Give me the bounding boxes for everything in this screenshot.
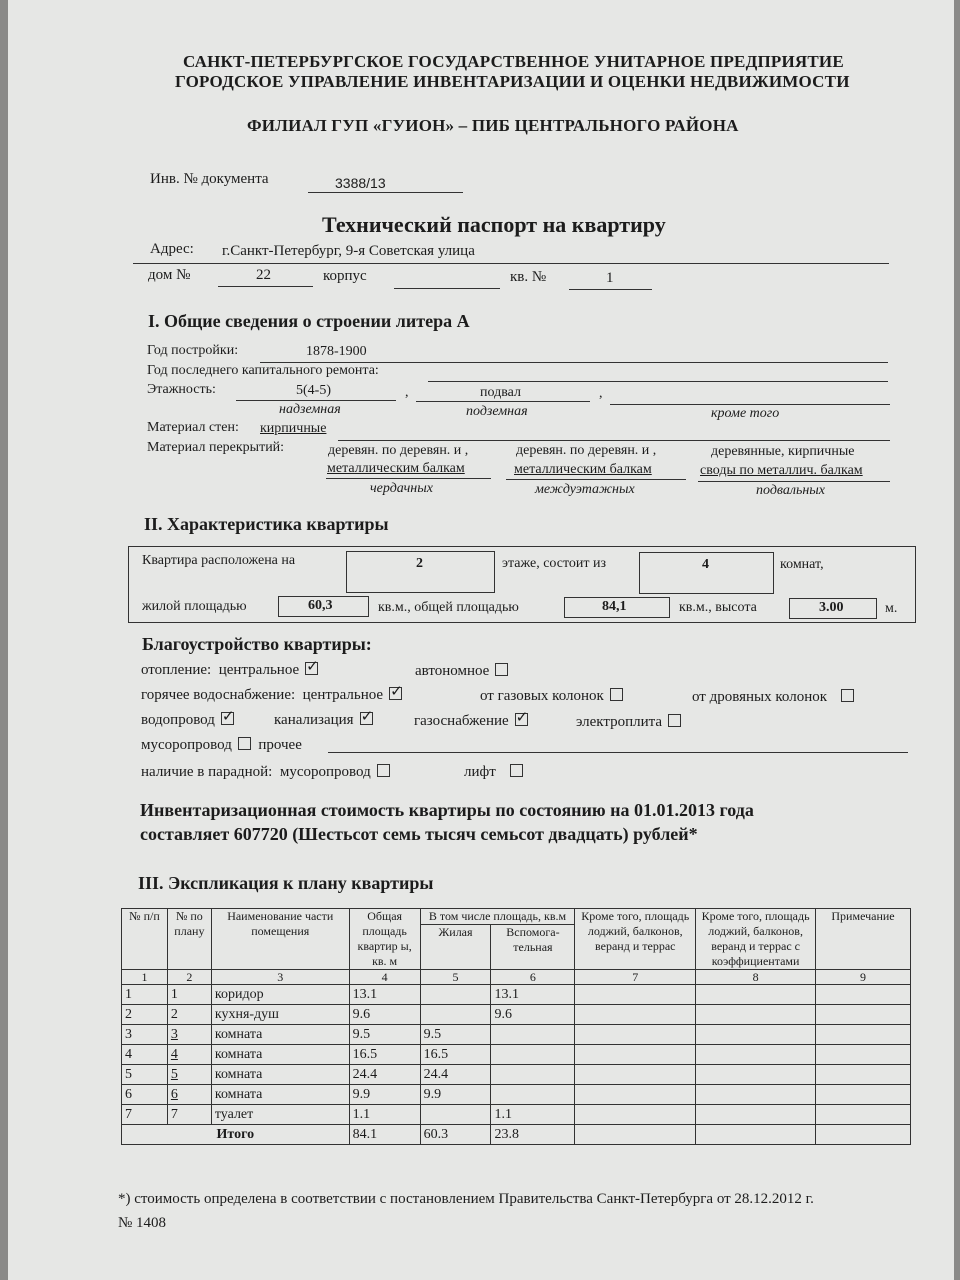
cell-total: 16.5: [349, 1045, 420, 1065]
amenity-gas: [414, 713, 528, 730]
amenity-hw-gas: [480, 688, 623, 705]
heating-label: отопление:: [141, 662, 212, 678]
caption-base: подвальных: [756, 483, 825, 498]
section-2-title: II. Характеристика квартиры: [144, 514, 389, 534]
amenity-autonomous: [415, 663, 508, 680]
cell-total: 13.1: [349, 985, 420, 1005]
stove-checkbox[interactable]: [668, 714, 681, 727]
cell-n: 3: [122, 1025, 168, 1045]
total-total: 84.1: [349, 1125, 420, 1145]
korpus-label: корпус: [323, 268, 367, 284]
cell-plan: 4: [167, 1045, 211, 1065]
cell-n: 7: [122, 1105, 168, 1125]
entrance-chute-checkbox[interactable]: [377, 764, 390, 777]
amenity-row-heating: [141, 662, 318, 679]
heating-autonomous-checkbox[interactable]: [495, 663, 508, 676]
amenity-hw-wood: [692, 689, 854, 706]
amenity-water: [141, 712, 234, 729]
floors-label: Этажность:: [147, 382, 216, 397]
cell-name: комната: [211, 1045, 349, 1065]
floors-under: подвал: [480, 385, 521, 400]
table-row: [122, 1065, 911, 1085]
overlap-inter-2: металлическим балкам: [514, 462, 652, 477]
year-label: Год постройки:: [147, 343, 239, 358]
cell-living: 9.5: [420, 1025, 491, 1045]
amenity-entrance: [141, 764, 390, 781]
caption-attic: чердачных: [370, 481, 433, 496]
amenity-chute: [141, 737, 302, 754]
chute-label: мусоропровод: [141, 737, 232, 753]
caption-inter: междуэтажных: [535, 482, 635, 497]
col-header-incl: В том числе площадь, кв.м: [420, 909, 575, 925]
col-header-living: Жилая: [420, 925, 491, 970]
chute-checkbox[interactable]: [238, 737, 251, 750]
hotwater-central-label: центральное: [302, 687, 384, 703]
total-living: 60.3: [420, 1125, 491, 1145]
lift-label: лифт: [464, 764, 496, 780]
consists-label: этаже, состоит из: [502, 556, 607, 571]
overlap-attic-1: деревян. по деревян. и ,: [328, 443, 469, 458]
col-header-n: № п/п: [122, 909, 168, 970]
height-label: кв.м., высота: [679, 600, 757, 615]
cell-n: 4: [122, 1045, 168, 1065]
col-number: 3: [211, 970, 349, 985]
cell-total: 24.4: [349, 1065, 420, 1085]
col-header-plan: № по плану: [167, 909, 211, 970]
caption-under: подземная: [466, 404, 528, 419]
living-label: жилой площадью: [142, 599, 247, 614]
explication-table: [121, 908, 911, 1145]
amenity-lift: [464, 764, 523, 781]
page-title: Технический паспорт на квартиру: [322, 212, 666, 237]
sewer-checkbox[interactable]: [360, 712, 373, 725]
cell-living: [420, 985, 491, 1005]
cell-plan: 7: [167, 1105, 211, 1125]
org-line-1: САНКТ-ПЕТЕРБУРГСКОЕ ГОСУДАРСТВЕННОЕ УНИТАРНОЕ ПРЕДПРИЯТИЕ: [183, 52, 844, 71]
cell-living: 24.4: [420, 1065, 491, 1085]
cell-name: туалет: [211, 1105, 349, 1125]
total-aux: 23.8: [491, 1125, 575, 1145]
hotwater-wood-checkbox[interactable]: [841, 689, 854, 702]
col-header-loggias: Кроме того, площадь лоджий, балконов, веранд и террас: [575, 909, 696, 970]
floors-comma-2: ,: [599, 386, 603, 401]
rooms-label: комнат,: [780, 557, 824, 572]
rooms-value: 4: [702, 557, 709, 572]
located-label: Квартира расположена на: [142, 553, 296, 568]
hotwater-gas-checkbox[interactable]: [610, 688, 623, 701]
heating-central-checkbox[interactable]: [305, 662, 318, 675]
cell-living: [420, 1105, 491, 1125]
cell-n: 2: [122, 1005, 168, 1025]
total-row: [122, 1125, 911, 1145]
table-row: [122, 1085, 911, 1105]
table-row: [122, 985, 911, 1005]
total-label: Итого: [122, 1125, 350, 1145]
total-value: 84,1: [602, 599, 627, 614]
entrance-label: наличие в парадной:: [141, 764, 273, 780]
branch-name: ФИЛИАЛ ГУП «ГУИОН» – ПИБ ЦЕНТРАЛЬНОГО РАЙОНА: [247, 116, 739, 135]
m-label: м.: [885, 601, 898, 616]
cell-total: 9.5: [349, 1025, 420, 1045]
water-label: водопровод: [141, 712, 215, 728]
cell-name: коридор: [211, 985, 349, 1005]
walls-value: кирпичные: [260, 421, 327, 436]
stove-label: электроплита: [576, 714, 663, 730]
floors-comma-1: ,: [405, 385, 409, 400]
apt-label: кв. №: [510, 269, 547, 285]
overlap-label: Материал перекрытий:: [147, 440, 285, 455]
entrance-chute-label: мусоропровод: [279, 764, 371, 780]
cell-aux: [491, 1045, 575, 1065]
gas-label: газоснабжение: [414, 713, 509, 729]
heating-autonomous-label: автономное: [415, 663, 490, 679]
table-row: [122, 1045, 911, 1065]
col-number: 1: [122, 970, 168, 985]
cell-plan: 6: [167, 1085, 211, 1105]
col-number: 6: [491, 970, 575, 985]
col-number: 5: [420, 970, 491, 985]
cell-aux: 9.6: [491, 1005, 575, 1025]
lift-checkbox[interactable]: [510, 764, 523, 777]
total-label: кв.м., общей площадью: [378, 600, 519, 615]
cell-n: 1: [122, 985, 168, 1005]
footnote-line-2: № 1408: [118, 1215, 167, 1231]
overlap-attic-2: металлическим балкам: [327, 461, 465, 476]
col-header-total: Общая площадь квартир ы, кв. м: [349, 909, 420, 970]
water-checkbox[interactable]: [221, 712, 234, 725]
overlap-base-2: своды по металлич. балкам: [700, 463, 863, 478]
cell-living: 16.5: [420, 1045, 491, 1065]
cell-aux: [491, 1085, 575, 1105]
cell-name: кухня-душ: [211, 1005, 349, 1025]
house-label: дом №: [148, 267, 191, 283]
cell-name: комната: [211, 1065, 349, 1085]
table-row: [122, 1005, 911, 1025]
cell-total: 9.6: [349, 1005, 420, 1025]
table-row: [122, 1025, 911, 1045]
cell-n: 5: [122, 1065, 168, 1085]
amenity-row-hotwater: [141, 687, 402, 704]
caption-above: надземная: [279, 402, 341, 417]
cell-living: [420, 1005, 491, 1025]
inv-value: 3388/13: [335, 175, 386, 191]
document-sheet: [8, 0, 954, 1280]
footnote-line-1: *) стоимость определена в соответствии с постановлением Правительства Санкт-Петербурга от 28.12.2012 г.: [118, 1191, 814, 1207]
apt-value: 1: [606, 270, 614, 286]
floors-above: 5(4-5): [296, 383, 331, 398]
valuation-line-2: составляет 607720 (Шестьсот семь тысяч семьсот двадцать) рублей*: [140, 824, 698, 844]
year-value: 1878-1900: [306, 344, 367, 359]
other-label: прочее: [258, 737, 302, 753]
overlap-inter-1: деревян. по деревян. и ,: [516, 443, 657, 458]
walls-label: Материал стен:: [147, 420, 239, 435]
gas-checkbox[interactable]: [515, 713, 528, 726]
cell-plan: 1: [167, 985, 211, 1005]
hotwater-label: горячее водоснабжение:: [141, 687, 296, 703]
cell-plan: 5: [167, 1065, 211, 1085]
cell-aux: 1.1: [491, 1105, 575, 1125]
col-header-note: Примечание: [816, 909, 911, 970]
height-value: 3.00: [819, 600, 844, 615]
valuation-line-1: Инвентаризационная стоимость квартиры по состоянию на 01.01.2013 года: [140, 800, 754, 820]
cell-plan: 2: [167, 1005, 211, 1025]
hotwater-central-checkbox[interactable]: [389, 687, 402, 700]
caption-extra: кроме того: [711, 406, 780, 421]
house-value: 22: [256, 267, 271, 283]
amenity-stove: [576, 714, 681, 731]
hotwater-gas-label: от газовых колонок: [480, 688, 604, 704]
cell-plan: 3: [167, 1025, 211, 1045]
section-3-title: III. Экспликация к плану квартиры: [138, 873, 434, 893]
heating-central-label: центральное: [218, 662, 300, 678]
living-value: 60,3: [308, 598, 333, 613]
cell-aux: [491, 1025, 575, 1045]
table-row: [122, 1105, 911, 1125]
overlap-base-1: деревянные, кирпичные: [711, 444, 855, 459]
col-number: 9: [816, 970, 911, 985]
col-header-name: Наименование части помещения: [211, 909, 349, 970]
sewer-label: канализация: [274, 712, 354, 728]
address-label: Адрес:: [150, 241, 194, 257]
org-line-2: ГОРОДСКОЕ УПРАВЛЕНИЕ ИНВЕНТАРИЗАЦИИ И ОЦЕНКИ НЕДВИЖИМОСТИ: [175, 72, 850, 91]
col-header-loggias-coef: Кроме того, площадь лоджий, балконов, веранд и террас с коэффициентами: [696, 909, 816, 970]
cell-total: 1.1: [349, 1105, 420, 1125]
cell-n: 6: [122, 1085, 168, 1105]
address-value: г.Санкт-Петербург, 9-я Советская улица: [222, 243, 475, 259]
col-number: 4: [349, 970, 420, 985]
col-number: 2: [167, 970, 211, 985]
cell-aux: 13.1: [491, 985, 575, 1005]
cell-name: комната: [211, 1025, 349, 1045]
inv-label: Инв. № документа: [150, 171, 269, 187]
cell-aux: [491, 1065, 575, 1085]
section-1-title: I. Общие сведения о строении литера А: [148, 311, 470, 331]
amenities-title: Благоустройство квартиры:: [142, 634, 372, 654]
col-number: 8: [696, 970, 816, 985]
hotwater-wood-label: от дровяных колонок: [692, 689, 828, 705]
amenity-sewer: [274, 712, 373, 729]
col-number: 7: [575, 970, 696, 985]
cell-total: 9.9: [349, 1085, 420, 1105]
cell-name: комната: [211, 1085, 349, 1105]
col-header-aux: Вспомога-тельная: [491, 925, 575, 970]
repair-label: Год последнего капитального ремонта:: [147, 363, 379, 378]
cell-living: 9.9: [420, 1085, 491, 1105]
floor-value: 2: [416, 556, 423, 571]
